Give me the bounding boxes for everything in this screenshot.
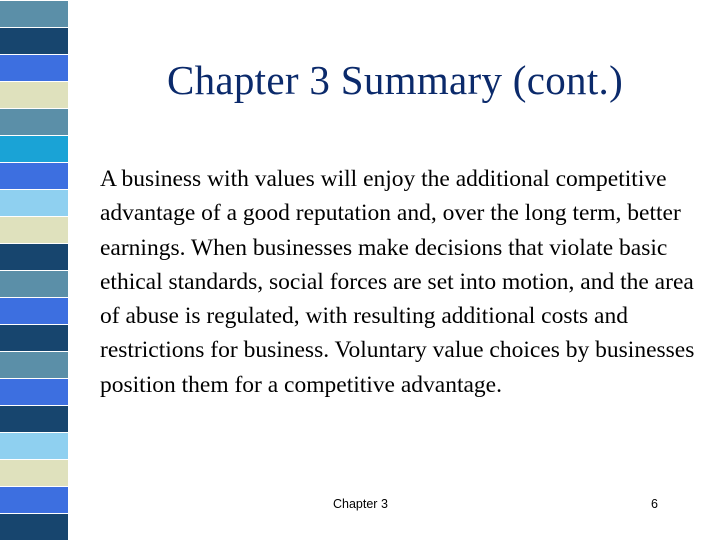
stripe-cell [0, 108, 34, 135]
stripe-cell [0, 351, 34, 378]
stripe-segment [0, 324, 68, 351]
stripe-cell [34, 108, 68, 135]
slide-title: Chapter 3 Summary (cont.) [166, 57, 624, 103]
stripe-cell [34, 81, 68, 108]
stripe-segment [0, 270, 68, 297]
stripe-cell [34, 0, 68, 27]
stripe-cell [0, 459, 34, 486]
stripe-cell [34, 162, 68, 189]
stripe-cell [0, 27, 34, 54]
stripe-cell [0, 297, 34, 324]
stripe-cell [34, 270, 68, 297]
stripe-segment [0, 486, 68, 513]
stripe-cell [34, 459, 68, 486]
stripe-cell [0, 54, 34, 81]
stripe-cell [0, 432, 34, 459]
stripe-cell [34, 432, 68, 459]
stripe-cell [0, 378, 34, 405]
stripe-segment [0, 297, 68, 324]
stripe-cell [0, 405, 34, 432]
stripe-cell [34, 189, 68, 216]
stripe-cell [34, 324, 68, 351]
stripe-segment [0, 513, 68, 540]
stripe-cell [34, 486, 68, 513]
stripe-cell [34, 54, 68, 81]
stripe-segment [0, 0, 68, 27]
stripe-segment [0, 432, 68, 459]
stripe-cell [0, 162, 34, 189]
stripe-cell [34, 378, 68, 405]
stripe-segment [0, 351, 68, 378]
stripe-segment [0, 216, 68, 243]
stripe-segment [0, 378, 68, 405]
stripe-segment [0, 135, 68, 162]
page-number: 6 [651, 497, 658, 511]
stripe-segment [0, 243, 68, 270]
stripe-cell [0, 135, 34, 162]
stripe-cell [34, 243, 68, 270]
stripe-cell [34, 351, 68, 378]
stripe-cell [0, 270, 34, 297]
stripe-segment [0, 459, 68, 486]
stripe-cell [0, 0, 34, 27]
stripe-segment [0, 81, 68, 108]
footer-chapter-label: Chapter 3 [333, 497, 388, 511]
stripe-cell [0, 324, 34, 351]
stripe-cell [34, 216, 68, 243]
stripe-cell [0, 486, 34, 513]
stripe-cell [0, 81, 34, 108]
decorative-stripe [0, 0, 68, 540]
stripe-cell [34, 27, 68, 54]
stripe-segment [0, 189, 68, 216]
slide-body-text: A business with values will enjoy the additional competitive advantage of a good reputation and, over the long term, better earnings. When businesses make decisions that violate basic ethical standards, social forces are set into motion, and the area of abuse is regulated, with resulting additional costs and restrictions for business. Voluntary value choices by businesses position them for a competitive advantage. [100, 166, 695, 398]
stripe-cell [0, 243, 34, 270]
stripe-cell [34, 405, 68, 432]
stripe-cell [34, 297, 68, 324]
stripe-segment [0, 405, 68, 432]
stripe-cell [34, 513, 68, 540]
stripe-segment [0, 27, 68, 54]
stripe-segment [0, 54, 68, 81]
stripe-segment [0, 108, 68, 135]
stripe-segment [0, 162, 68, 189]
stripe-cell [0, 513, 34, 540]
stripe-cell [34, 135, 68, 162]
stripe-cell [0, 216, 34, 243]
stripe-cell [0, 189, 34, 216]
